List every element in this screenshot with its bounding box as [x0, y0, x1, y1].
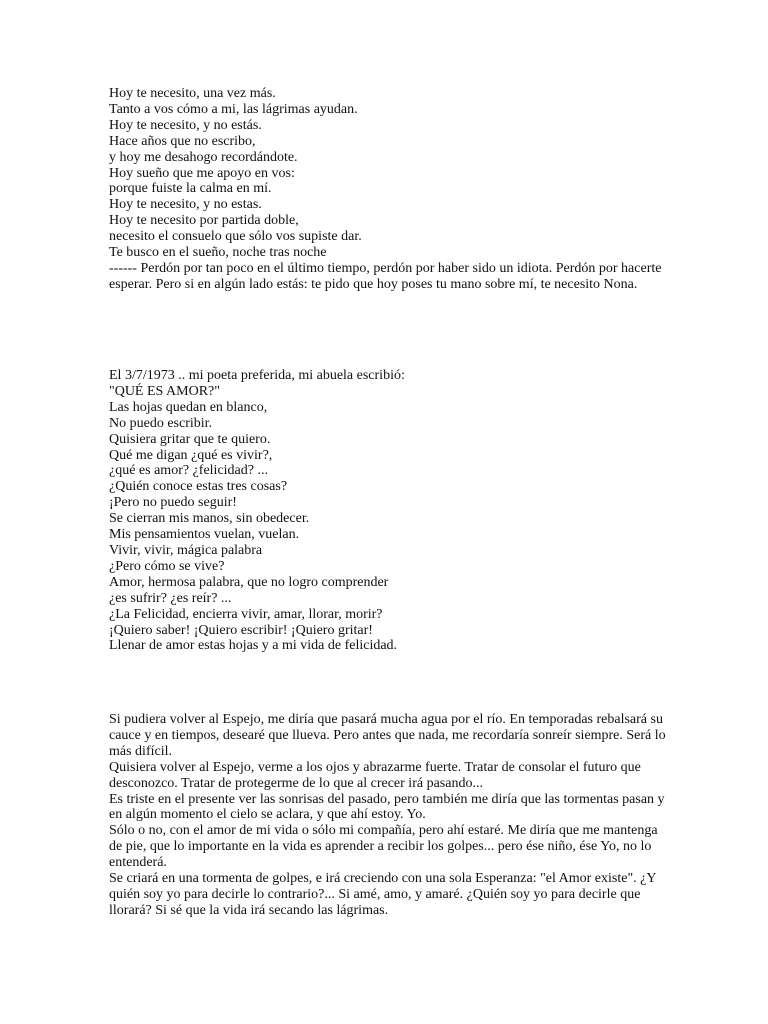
poem-line: Hoy te necesito, y no estas. — [109, 197, 262, 213]
poem-line: Quisiera gritar que te quiero. — [109, 431, 271, 447]
poem-line: necesito el consuelo que sólo vos supiste dar. — [109, 229, 362, 245]
poem-intro-line: El 3/7/1973 .. mi poeta preferida, mi abuela escribió: — [109, 368, 405, 383]
poem-line: Hace años que no escribo, — [109, 133, 256, 149]
poem-line: Hoy sueño que me apoyo en vos: — [109, 165, 295, 181]
poem-line: No puedo escribir. — [109, 415, 213, 431]
poem-que-es-amor — [109, 368, 669, 654]
prose-paragraph: Es triste en el presente ver las sonrisas del pasado, pero también me diría que las tormentas pasan y en algún momento el cielo se aclara, y que ahí estoy. Yo. — [109, 791, 665, 823]
poem-line: ¿La Felicidad, encierra vivir, amar, llorar, morir? — [109, 606, 383, 622]
poem-line: Hoy te necesito por partida doble, — [109, 213, 299, 229]
poem-line: Las hojas quedan en blanco, — [109, 399, 268, 415]
poem-line: ¡Quiero saber! ¡Quiero escribir! ¡Quiero gritar! — [109, 622, 373, 638]
poem-line: Mis pensamientos vuelan, vuelan. — [109, 527, 300, 543]
poem-line: ¡Pero no puedo seguir! — [109, 495, 237, 511]
prose-paragraph: Se criará en una tormenta de golpes, e irá creciendo con una sola Esperanza: "el Amor existe". ¿Y quién soy yo para decirle lo contrario?... Si amé, amo, y amaré. ¿Quién soy yo para decirle que llorará? Si sé que la vida irá secando las lágrimas. — [109, 871, 656, 918]
poem-line: Vivir, vivir, mágica palabra — [109, 542, 263, 558]
poem-line: Tanto a vos cómo a mi, las lágrimas ayudan. — [109, 101, 358, 117]
poem-line: Llenar de amor estas hojas y a mi vida de felicidad. — [109, 638, 398, 654]
poem-line: ¿Quién conoce estas tres cosas? — [109, 479, 288, 495]
poem-line: Hoy te necesito, y no estás. — [109, 117, 262, 133]
poem-line: porque fuiste la calma en mí. — [109, 181, 272, 197]
poem-line: ¿Pero cómo se vive? — [109, 558, 225, 574]
poem-line: y hoy me desahogo recordándote. — [109, 149, 298, 165]
poem-line: Amor, hermosa palabra, que no logro comprender — [109, 574, 389, 590]
poem-hoy-te-necesito — [109, 86, 669, 293]
poem-line: Hoy te necesito, una vez más. — [109, 86, 276, 101]
poem-line: ¿es sufrir? ¿es reír? ... — [109, 590, 232, 606]
poem-closing-note: ------ Perdón por tan poco en el último tiempo, perdón por haber sido un idiota. Perdón por hacerte esperar. Pero si en algún lado estás: te pido que hoy poses tu mano sobre mí, te necesito Nona. — [109, 260, 662, 292]
poem-line: ¿qué es amor? ¿felicidad? ... — [109, 463, 268, 479]
poem-line: Qué me digan ¿qué es vivir?, — [109, 447, 273, 463]
prose-paragraph: Quisiera volver al Espejo, verme a los ojos y abrazarme fuerte. Tratar de consolar el futuro que desconozco. Tratar de protegerme de lo que al crecer irá pasando... — [109, 759, 641, 791]
prose-paragraph: Sólo o no, con el amor de mi vida o sólo mi compañía, pero ahí estaré. Me diría que me mantenga de pie, que lo importante en la vida es aprender a recibir los golpes... pero ése niño, ése Yo, no lo entenderá. — [109, 823, 658, 871]
prose-espejo — [109, 712, 669, 919]
poem-line: Se cierran mis manos, sin obedecer. — [109, 511, 310, 527]
prose-paragraph: Si pudiera volver al Espejo, me diría que pasará mucha agua por el río. En temporadas rebalsará su cauce y en tiempos, desearé que llueva. Pero antes que nada, me recordaría sonreír siempre. Será lo más difícil. — [109, 712, 666, 759]
poem-line: Te busco en el sueño, noche tras noche — [109, 245, 327, 261]
poem-title: "QUÉ ES AMOR?" — [109, 383, 220, 399]
